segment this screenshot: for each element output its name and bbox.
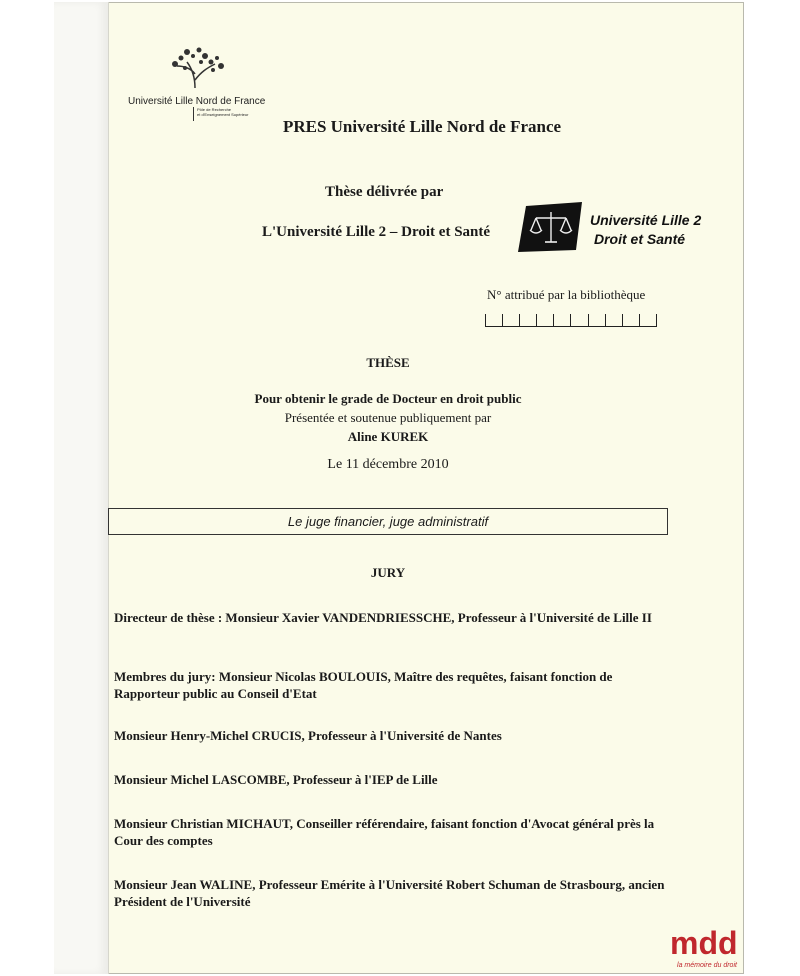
- delivered-by: Thèse délivrée par: [325, 184, 444, 200]
- svg-text:mdd: mdd: [670, 925, 738, 961]
- library-number-boxes: [485, 313, 657, 327]
- watermark-tagline: la mémoire du droit: [677, 962, 737, 969]
- pres-title: PRES Université Lille Nord de France: [282, 117, 562, 136]
- logo-right-line2: Droit et Santé: [594, 231, 686, 247]
- jury-member: Directeur de thèse : Monsieur Xavier VANDENDRIESSCHE, Professeur à l'Université de Lille II: [114, 610, 652, 625]
- jury-member: Monsieur Christian MICHAUT, Conseiller référendaire, faisant fonction d'Avocat général près la Cour des comptes: [114, 816, 655, 848]
- logo-left-sub: [197, 107, 248, 117]
- university-name: L'Université Lille 2 – Droit et Santé: [262, 224, 491, 240]
- degree-line: Pour obtenir le grade de Docteur en droit public: [254, 391, 522, 406]
- lille-nord-tree-logo-icon: [165, 44, 229, 92]
- jury-member: Membres du jury: Monsieur Nicolas BOULOUIS, Maître des requêtes, faisant fonction de Rapporteur public au Conseil d'Etat: [114, 669, 613, 701]
- jury-heading: JURY: [370, 565, 406, 580]
- author-name: Aline KUREK: [347, 429, 429, 444]
- library-number-label: N° attribué par la bibliothèque: [487, 287, 646, 302]
- logo-right-line1: Université Lille 2: [590, 212, 702, 228]
- jury-member: Monsieur Henry-Michel CRUCIS, Professeur à l'Université de Nantes: [114, 728, 502, 743]
- presented-by-line: Présentée et soutenue publiquement par: [284, 410, 492, 425]
- logo-left-sub1: Pôle de Recherche: [197, 107, 232, 112]
- mdd-watermark-logo: [668, 924, 746, 974]
- logo-left-sub2: et d'Enseignement Supérieur: [197, 112, 249, 117]
- jury-member: Monsieur Michel LASCOMBE, Professeur à l'IEP de Lille: [114, 772, 438, 787]
- defense-date: Le 11 décembre 2010: [327, 457, 449, 472]
- thesis-subject: Le juge financier, juge administratif: [108, 508, 668, 535]
- scales-of-justice-icon: [518, 202, 584, 252]
- logo-left-name: Université Lille Nord de France: [128, 96, 266, 107]
- page-binding: [54, 2, 109, 974]
- thesis-heading: THÈSE: [366, 355, 410, 370]
- jury-member: Monsieur Jean WALINE, Professeur Emérite à l'Université Robert Schuman de Strasbourg, ancien Président de l'Université: [114, 877, 665, 909]
